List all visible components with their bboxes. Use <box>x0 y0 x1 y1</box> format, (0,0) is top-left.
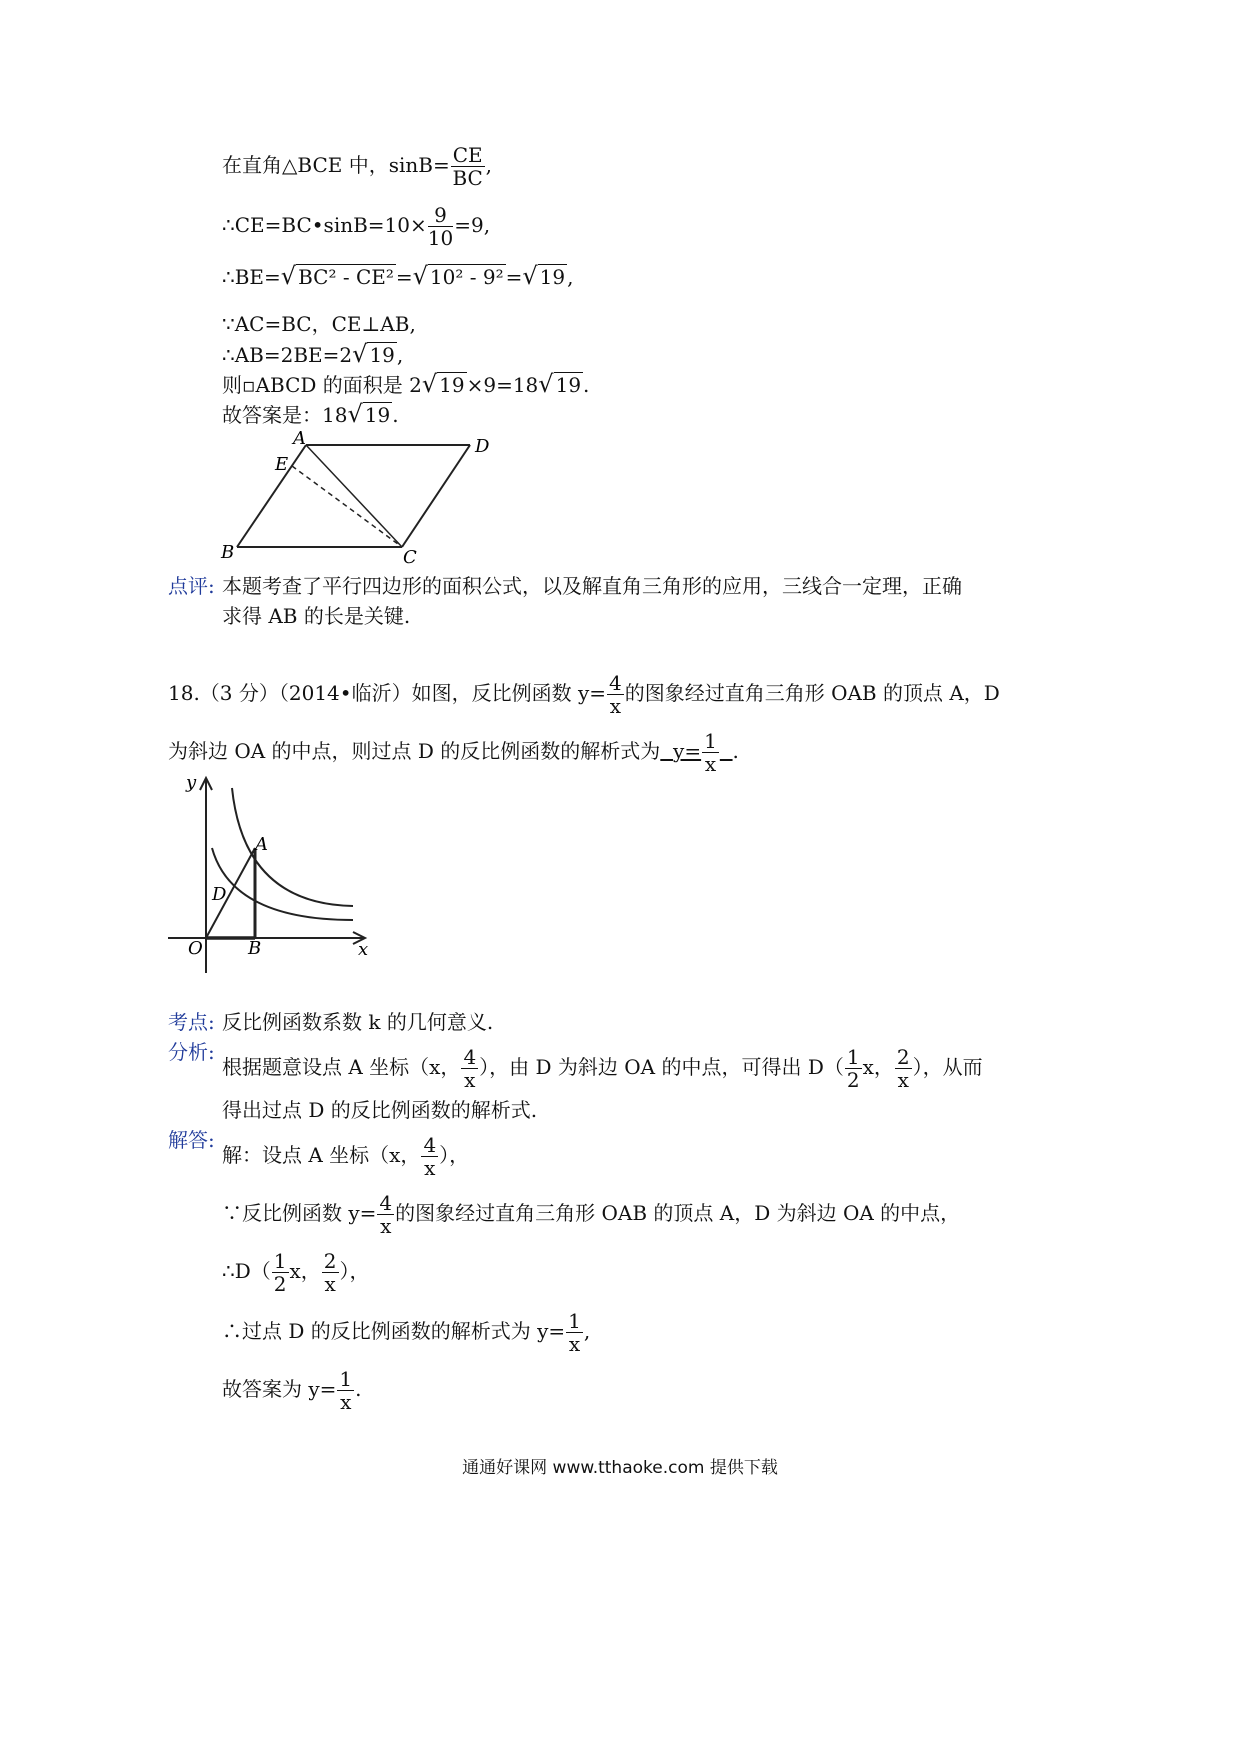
fenxi-label: 分析: <box>168 1040 215 1064</box>
comment-label: 点评: <box>168 574 215 598</box>
label-D2: D <box>212 884 227 905</box>
label-C: C <box>403 547 417 568</box>
q18-line2: 为斜边 OA 的中点，则过点 D 的反比例函数的解析式为 y= $\frac{1}{x}$ . <box>168 729 739 776</box>
sol17-line7: 故答案是：18√ 19 . <box>222 400 399 428</box>
jieda-step1: 解：设点 A 坐标（x， $\frac{4}{x}$ ）， <box>222 1133 470 1180</box>
sol17-line6: 则▫ABCD 的面积是 2√ 19 ×9=18√ 19 . <box>222 370 590 398</box>
hyperbola-figure <box>160 768 380 978</box>
label-y: y <box>186 772 197 793</box>
label-B2: B <box>248 938 262 959</box>
fenxi-line2: 得出过点 D 的反比例函数的解析式. <box>222 1098 538 1122</box>
kaodian-label: 考点: <box>168 1010 215 1034</box>
label-A2: A <box>255 834 268 855</box>
label-E: E <box>275 454 289 475</box>
jieda-step2: ∵反比例函数 y= $\frac{4}{x}$ 的图象经过直角三角形 OAB 的顶点 A，D 为斜边 OA 的中点， <box>222 1191 961 1238</box>
label-D: D <box>475 436 490 457</box>
jieda-label: 解答: <box>168 1128 215 1152</box>
comment-text-2: 求得 AB 的长是关键. <box>222 604 411 628</box>
page-footer: 通通好课网 www.tthaoke.com 提供下载 <box>462 1458 778 1478</box>
jieda-step5: 故答案为 y= $\frac{1}{x}$ . <box>222 1367 362 1414</box>
comment-text-1: 本题考查了平行四边形的面积公式，以及解直角三角形的应用，三线合一定理，正确 <box>222 574 962 598</box>
sol17-line4: ∵AC=BC，CE⊥AB, <box>222 312 416 336</box>
label-x: x <box>358 939 369 960</box>
sol17-line1: 在直角△BCE 中，sinB= $\frac{CE}{BC}$ , <box>222 143 492 190</box>
parallelogram-figure <box>215 430 515 570</box>
jieda-step4: ∴过点 D 的反比例函数的解析式为 y= $\frac{1}{x}$ , <box>222 1309 591 1356</box>
kaodian-text: 反比例函数系数 k 的几何意义. <box>222 1010 494 1034</box>
sol17-line5: ∴AB=2BE=2√ 19 , <box>222 340 404 368</box>
label-A: A <box>293 430 306 449</box>
jieda-step3: ∴D（ $\frac{1}{2}$ x， $\frac{2}{x}$ ）， <box>222 1249 370 1296</box>
sol17-line3: ∴BE=√ BC² - CE² =√ 10² - 9² =√ 19 , <box>222 262 574 290</box>
sol17-line2: ∴CE=BC•sinB=10× $\frac{9}{10}$ =9, <box>222 203 491 250</box>
fenxi-line1: 根据题意设点 A 坐标（x， $\frac{4}{x}$ ），由 D 为斜边 OA 的中点，可得出 D（ $\frac{1}{2}$ x， $\frac{2}{x}$ ），从而 <box>222 1045 983 1092</box>
label-B: B <box>221 542 235 563</box>
q18-line1: 18.（3 分）（2014•临沂）如图，反比例函数 y= $\frac{4}{x}$ 的图象经过直角三角形 OAB 的顶点 A，D <box>168 671 1000 718</box>
label-O: O <box>188 938 203 959</box>
